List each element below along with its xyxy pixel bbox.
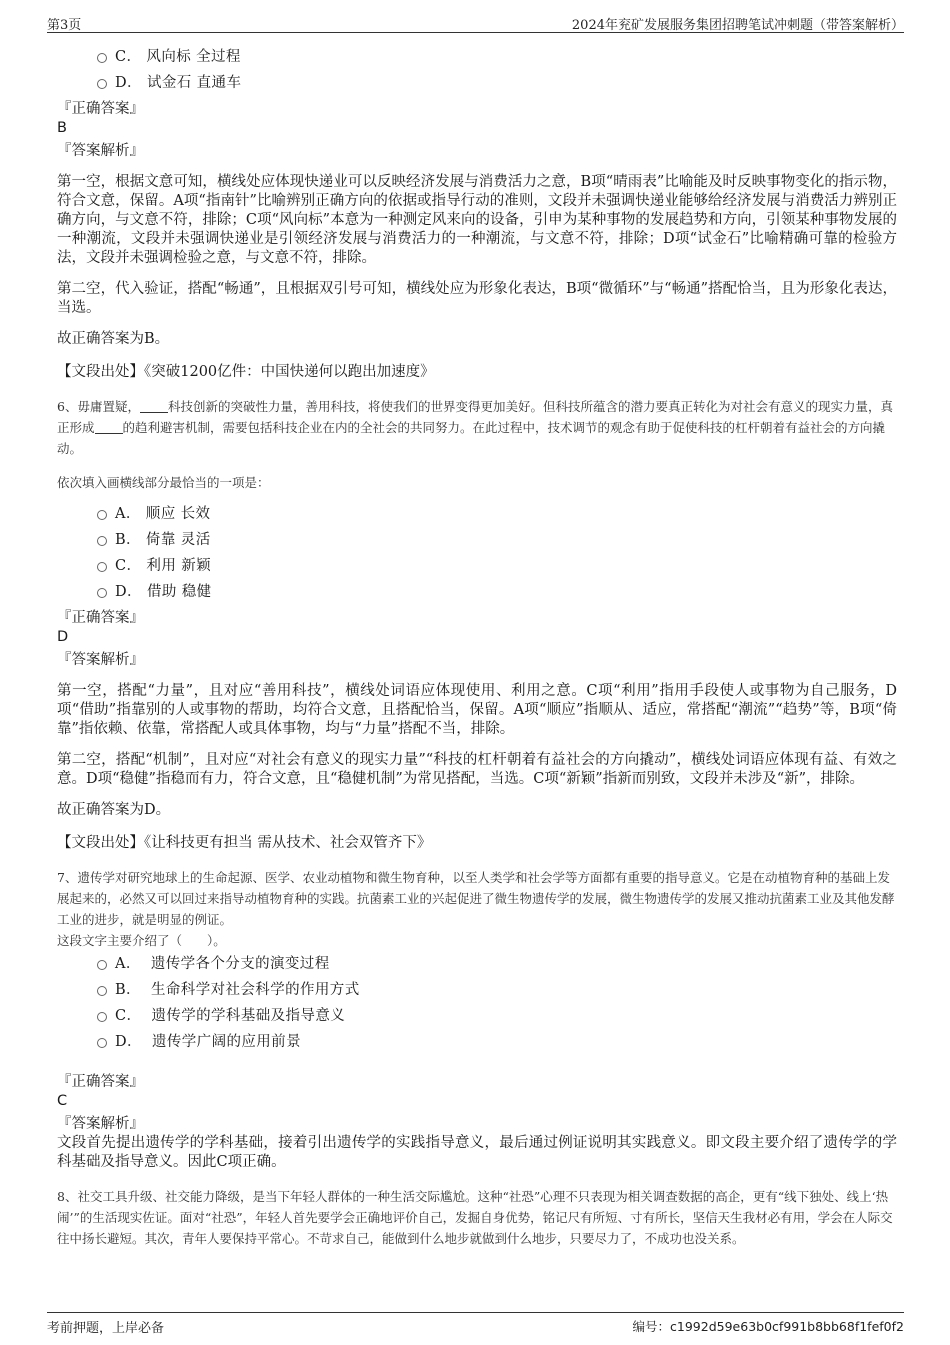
radio-icon[interactable]	[97, 986, 107, 996]
option-c[interactable]: C． 利用 新颖	[57, 553, 897, 579]
conclusion: 故正确答案为B。	[57, 331, 170, 347]
radio-icon[interactable]	[97, 588, 107, 598]
question-prompt: 依次填入画横线部分最恰当的一项是：	[57, 475, 270, 490]
radio-icon[interactable]	[97, 1038, 107, 1048]
answer-value: C	[57, 1093, 68, 1109]
document-body	[57, 44, 897, 1249]
answer-value: B	[57, 120, 67, 136]
option-d[interactable]: D． 借助 稳健	[57, 579, 897, 605]
radio-icon[interactable]	[97, 53, 107, 63]
radio-icon[interactable]	[97, 79, 107, 89]
option-d[interactable]: D． 试金石 直通车	[57, 70, 897, 96]
analysis-paragraph: 第二空，搭配“机制”，且对应“对社会有意义的现实力量”“科技的杠杆朝着有益社会的方向撬动”，横线处词语应体现有益、有效之意。D项“稳健”指稳而有力，符合文意，且“稳健机制”为常见搭配，当选。C项“新颖”指新而别致，文段并未涉及“新”，排除。	[57, 752, 897, 787]
question-5	[57, 44, 897, 382]
analysis-paragraph: 第一空，根据文意可知，横线处应体现快递业可以反映经济发展与消费活力之意，B项“晴雨表”比喻能及时反映事物变化的指示物，符合文意，保留。A项“指南针”比喻辨别正确方向的依据或指导行动的准则，文段并未强调快递业能够给经济发展与消费活力辨别正确方向，与文意不符，排除；C项“风向标”本意为一种测定风来向的设备，引申为某种事物的发展趋势和方向，引领某种事物发展的一种潮流，文段并未强调快递业是引领经济发展与消费活力的一种潮流，与文意不符，排除；D项“试金石”比喻精确可靠的检验方法，文段并未强调检验之意，与文意不符，排除。	[57, 174, 897, 266]
answer-label: 『正确答案』	[57, 101, 144, 117]
document-title: 2024年兖矿发展服务集团招聘笔试冲刺题（带答案解析）	[571, 18, 904, 33]
answer-label: 『正确答案』	[57, 610, 144, 626]
question-8	[57, 1186, 897, 1249]
question-6	[57, 396, 897, 853]
radio-icon[interactable]	[97, 562, 107, 572]
source-citation: 【文段出处】《突破1200亿件：中国快递何以跑出加速度》	[57, 364, 435, 380]
option-d[interactable]: D． 遗传学广阔的应用前景	[57, 1029, 897, 1055]
option-c[interactable]: C． 风向标 全过程	[57, 44, 897, 70]
option-c[interactable]: C． 遗传学的学科基础及指导意义	[57, 1003, 897, 1029]
page-footer	[47, 1312, 904, 1337]
question-7	[57, 867, 897, 1172]
radio-icon[interactable]	[97, 1012, 107, 1022]
option-a[interactable]: A． 遗传学各个分支的演变过程	[57, 951, 897, 977]
radio-icon[interactable]	[97, 960, 107, 970]
question-stem: 8、社交工具升级、社交能力降级，是当下年轻人群体的一种生活交际尴尬。这种“社恐”心理不只表现为相关调查数据的高企，更有“线下独处、线上‘热闹’”的生活现实佐证。面对“社恐”，年轻人首先要学会正确地评价自己，发掘自身优势，铭记尺有所短、寸有所长，坚信天生我材必有用，学会在人际交往中扬长避短。其次，青年人要保持平常心。不苛求自己，能做到什么地步就做到什么地步，只要尽力了，不成功也没关系。	[57, 1189, 893, 1246]
option-a[interactable]: A． 顺应 长效	[57, 501, 897, 527]
analysis-label: 『答案解析』	[57, 652, 144, 668]
option-b[interactable]: B． 生命科学对社会科学的作用方式	[57, 977, 897, 1003]
question-stem: 7、遗传学对研究地球上的生命起源、医学、农业动植物和微生物育种，以至人类学和社会学等方面都有重要的指导意义。它是在动植物育种的基础上发展起来的，必然又可以回过来指导动植物育种的实践。抗菌素工业的兴起促进了微生物遗传学的发展，微生物遗传学的发展又推动抗菌素工业及其他发酵工业的进步，就是明显的例证。	[57, 870, 895, 927]
conclusion: 故正确答案为D。	[57, 802, 171, 818]
answer-value: D	[57, 629, 69, 645]
radio-icon[interactable]	[97, 510, 107, 520]
question-stem: 6、毋庸置疑， 科技创新的突破性力量，善用科技，将使我们的世界变得更加美好。但科技所蕴含的潜力要真正转化为对社会有意义的现实力量，真正形成 的趋利避害机制，需要包括科技企业在内的全社会的共同努力。在此过程中，技术调节的观念有助于促使科技的杠杆朝着有益社会的方向撬动。	[57, 399, 893, 456]
page-header	[47, 12, 904, 33]
analysis-paragraph: 第一空，搭配“力量”，且对应“善用科技”，横线处词语应体现使用、利用之意。C项“利用”指用手段使人或事物为自己服务，D项“借助”指靠别的人或事物的帮助，均符合文意，且搭配恰当，保留。A项“顺应”指顺从、适应，常搭配“潮流”“趋势”等，B项“倚靠”指依赖、依靠，常搭配人或具体事物，均与“力量”搭配不当，排除。	[57, 683, 897, 737]
source-citation: 【文段出处】《让科技更有担当 需从技术、社会双管齐下》	[57, 835, 432, 851]
page-number: 第3页	[47, 18, 82, 33]
question-prompt: 这段文字主要介绍了（ ）。	[57, 933, 226, 948]
answer-label: 『正确答案』	[57, 1074, 144, 1090]
document-serial: 编号：c1992d59e63b0cf991b8bb68f1fef0f2	[632, 1319, 904, 1334]
radio-icon[interactable]	[97, 536, 107, 546]
blank-line	[140, 398, 168, 413]
option-b[interactable]: B． 倚靠 灵活	[57, 527, 897, 553]
analysis-label: 『答案解析』	[57, 1116, 144, 1132]
analysis-paragraph: 第二空，代入验证，搭配“畅通”，且根据双引号可知，横线处应为形象化表达，B项“微循环”与“畅通”搭配恰当，且为形象化表达，当选。	[57, 281, 897, 316]
footer-slogan: 考前押题，上岸必备	[47, 1321, 165, 1336]
blank-line	[95, 419, 123, 434]
analysis-paragraph: 文段首先提出遗传学的学科基础，接着引出遗传学的实践指导意义，最后通过例证说明其实践意义。即文段主要介绍了遗传学的学科基础及指导意义。因此C项正确。	[57, 1135, 897, 1170]
analysis-label: 『答案解析』	[57, 143, 144, 159]
